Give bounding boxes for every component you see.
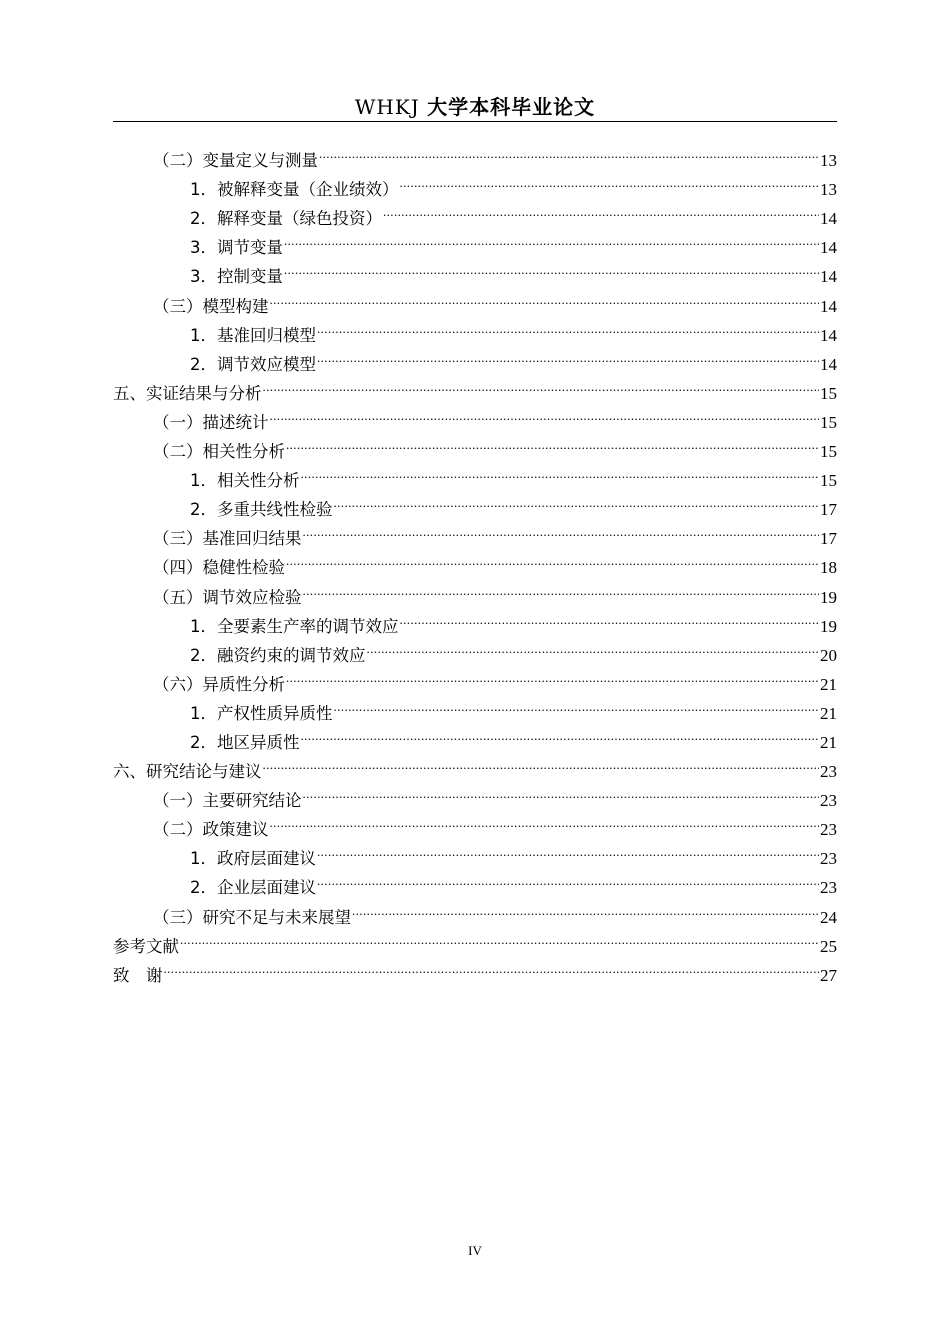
toc-entry-page: 24 [820,907,837,927]
toc-entry-page: 19 [820,616,837,636]
dot-leader [367,632,820,661]
toc-entry[interactable] [113,952,837,985]
toc-entry[interactable] [113,137,837,171]
toc-entry-title: 2．企业层面建议 [190,878,316,898]
dot-leader [400,603,820,632]
dot-leader [286,544,819,573]
toc-entry-title: （四）稳健性检验 [153,558,285,578]
toc-entry-page: 23 [820,878,837,898]
page-number: IV [468,1243,482,1258]
dot-leader [317,312,819,341]
toc-entry-page: 15 [820,383,837,403]
dot-leader [301,719,820,748]
page-header [113,94,837,120]
dot-leader [284,224,819,253]
toc-entry-title: 1．被解释变量（企业绩效） [190,180,399,200]
toc-entry-page: 21 [820,674,837,694]
toc-entry-title: 1．全要素生产率的调节效应 [190,616,399,636]
dot-leader [400,166,820,195]
toc-entry-title: 1．政府层面建议 [190,849,316,869]
toc-entry-page: 14 [820,325,837,345]
toc-entry-page: 15 [820,442,837,462]
dot-leader [301,457,820,486]
toc-entry-title: 参考文献 [113,936,179,956]
toc-entry-title: （二）政策建议 [153,820,269,840]
toc-entry-title: 致 谢 [113,965,163,985]
toc-entry-title: （三）基准回归结果 [153,529,302,549]
toc-entry-title: 2．多重共线性检验 [190,500,333,520]
dot-leader [319,137,819,166]
dot-leader [270,282,820,311]
toc-entry-title: 1．产权性质异质性 [190,703,333,723]
toc-entry-page: 15 [820,471,837,491]
dot-leader [317,864,819,893]
toc-entry[interactable] [113,923,837,956]
toc-entry-title: 3．控制变量 [190,267,283,287]
dot-leader [180,923,819,952]
toc-entry-page: 20 [820,645,837,665]
dot-leader [334,486,820,515]
toc-entry-title: （五）调节效应检验 [153,587,302,607]
toc-entry-page: 14 [820,267,837,287]
toc-entry-title: （二）相关性分析 [153,442,285,462]
toc-entry-page: 14 [820,354,837,374]
dot-leader [352,893,819,922]
toc-entry-title: 2．调节效应模型 [190,354,316,374]
toc-entry-title: （六）异质性分析 [153,674,285,694]
toc-entry-title: 2．解释变量（绿色投资） [190,209,382,229]
toc-entry-page: 14 [820,296,837,316]
toc-entry-page: 23 [820,791,837,811]
toc-entry-page: 25 [820,936,837,956]
dot-leader [270,399,820,428]
toc-entry-title: 1．基准回归模型 [190,325,316,345]
dot-leader [164,952,820,981]
header-rule [113,121,837,122]
header-latin: WHKJ [354,95,428,119]
dot-leader [263,748,820,777]
dot-leader [303,515,820,544]
dot-leader [334,690,820,719]
toc-entry-title: （二）变量定义与测量 [153,151,318,171]
toc-entry-page: 23 [820,849,837,869]
toc-entry-page: 17 [820,500,837,520]
toc-entry-page: 14 [820,238,837,258]
dot-leader [263,370,820,399]
toc-entry-title: （三）研究不足与未来展望 [153,907,351,927]
toc-entry-page: 17 [820,529,837,549]
toc-entry-page: 18 [820,558,837,578]
dot-leader [284,253,819,282]
toc-entry-title: （一）主要研究结论 [153,791,302,811]
toc-entry-page: 13 [820,180,837,200]
toc-entry-title: 1．相关性分析 [190,471,300,491]
toc-entry-page: 21 [820,703,837,723]
dot-leader [270,806,820,835]
dot-leader [317,341,819,370]
toc-entry-page: 15 [820,412,837,432]
toc-entry-title: 2．地区异质性 [190,732,300,752]
header-title: 大学本科毕业论文 [427,95,596,119]
dot-leader [286,428,819,457]
table-of-contents [113,137,837,985]
toc-entry-page: 19 [820,587,837,607]
dot-leader [317,835,819,864]
dot-leader [383,195,819,224]
dot-leader [286,661,819,690]
toc-entry-page: 23 [820,820,837,840]
toc-entry-page: 21 [820,732,837,752]
toc-entry-page: 14 [820,209,837,229]
toc-entry-title: （三）模型构建 [153,296,269,316]
toc-entry-page: 23 [820,762,837,782]
toc-entry-title: 六、研究结论与建议 [113,762,262,782]
toc-entry-title: （一）描述统计 [153,412,269,432]
toc-entry-page: 13 [820,151,837,171]
dot-leader [303,573,820,602]
toc-entry-page: 27 [820,965,837,985]
dot-leader [303,777,820,806]
toc-entry-title: 2．融资约束的调节效应 [190,645,366,665]
toc-entry-title: 3．调节变量 [190,238,283,258]
toc-entry-title: 五、实证结果与分析 [113,383,262,403]
